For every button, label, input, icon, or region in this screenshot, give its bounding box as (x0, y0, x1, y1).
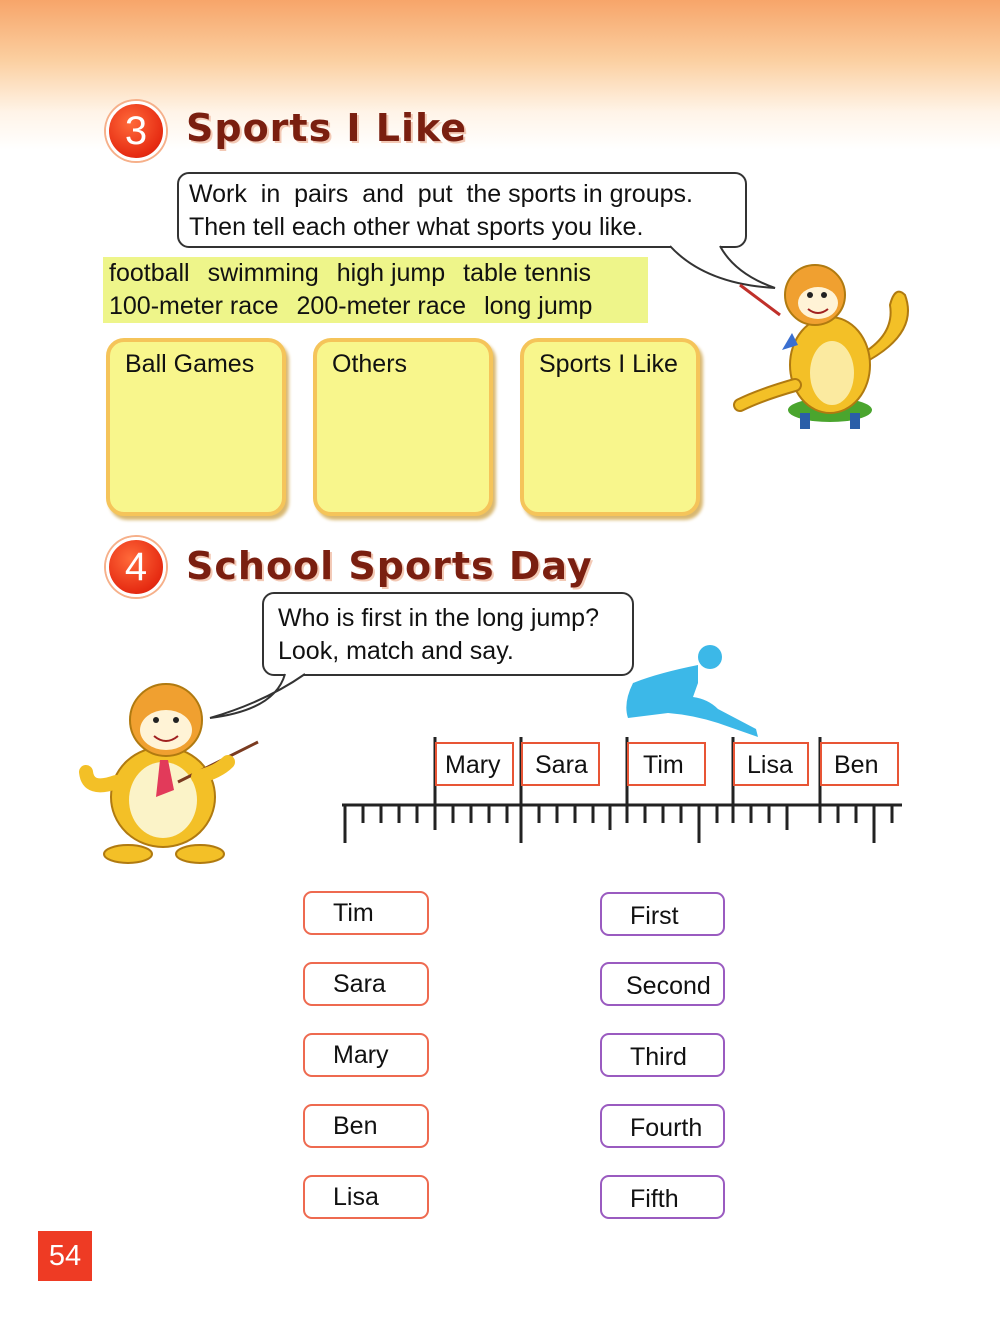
category-label: Ball Games (125, 350, 255, 378)
flag-lisa: Lisa (733, 742, 809, 786)
sports-word-row-1 (103, 257, 648, 290)
match-name-ben[interactable]: Ben (303, 1104, 429, 1148)
sport-word: swimming (207, 259, 319, 287)
match-ordinal-second[interactable]: Second (600, 962, 725, 1006)
flag-mary: Mary (435, 742, 514, 786)
flag-ben: Ben (820, 742, 899, 786)
match-ordinal-third[interactable]: Third (600, 1033, 725, 1077)
flag-tim: Tim (627, 742, 706, 786)
match-name-tim[interactable]: Tim (303, 891, 429, 935)
monkey-standing-illustration (78, 672, 268, 867)
category-label: Others (332, 350, 408, 378)
match-name-lisa[interactable]: Lisa (303, 1175, 429, 1219)
sports-word-row-2 (103, 290, 648, 323)
sport-word: 100-meter race (109, 292, 279, 320)
category-box-ball-games[interactable] (106, 338, 286, 516)
match-ordinal-fifth[interactable]: Fifth (600, 1175, 725, 1219)
instruction-line: Work in pairs and put the sports in groups. (189, 180, 693, 208)
sport-word: high jump (336, 259, 446, 287)
sport-word: football (109, 259, 190, 287)
sport-word: table tennis (463, 259, 592, 287)
instruction-bubble-3 (177, 172, 747, 248)
match-name-sara[interactable]: Sara (303, 962, 429, 1006)
instruction-line: Who is first in the long jump? (278, 604, 599, 632)
category-box-others[interactable] (313, 338, 493, 516)
section-3-number: 3 (106, 101, 166, 161)
section-4-number: 4 (106, 537, 166, 597)
category-label: Sports I Like (539, 350, 678, 378)
instruction-bubble-4 (262, 592, 634, 676)
category-box-sports-i-like[interactable] (520, 338, 700, 516)
monkey-sitting-illustration (720, 245, 920, 435)
page-number: 54 (38, 1231, 92, 1281)
match-name-mary[interactable]: Mary (303, 1033, 429, 1077)
match-ordinal-first[interactable]: First (600, 892, 725, 936)
instruction-line: Look, match and say. (278, 637, 514, 665)
match-ordinal-fourth[interactable]: Fourth (600, 1104, 725, 1148)
section-3-title: Sports I Like (186, 106, 468, 150)
section-4-title: School Sports Day (186, 544, 593, 588)
long-jumper-icon (618, 643, 768, 743)
sport-word: long jump (484, 292, 593, 320)
sport-word: 200-meter race (296, 292, 467, 320)
instruction-line: Then tell each other what sports you like. (189, 213, 644, 241)
flag-sara: Sara (521, 742, 600, 786)
